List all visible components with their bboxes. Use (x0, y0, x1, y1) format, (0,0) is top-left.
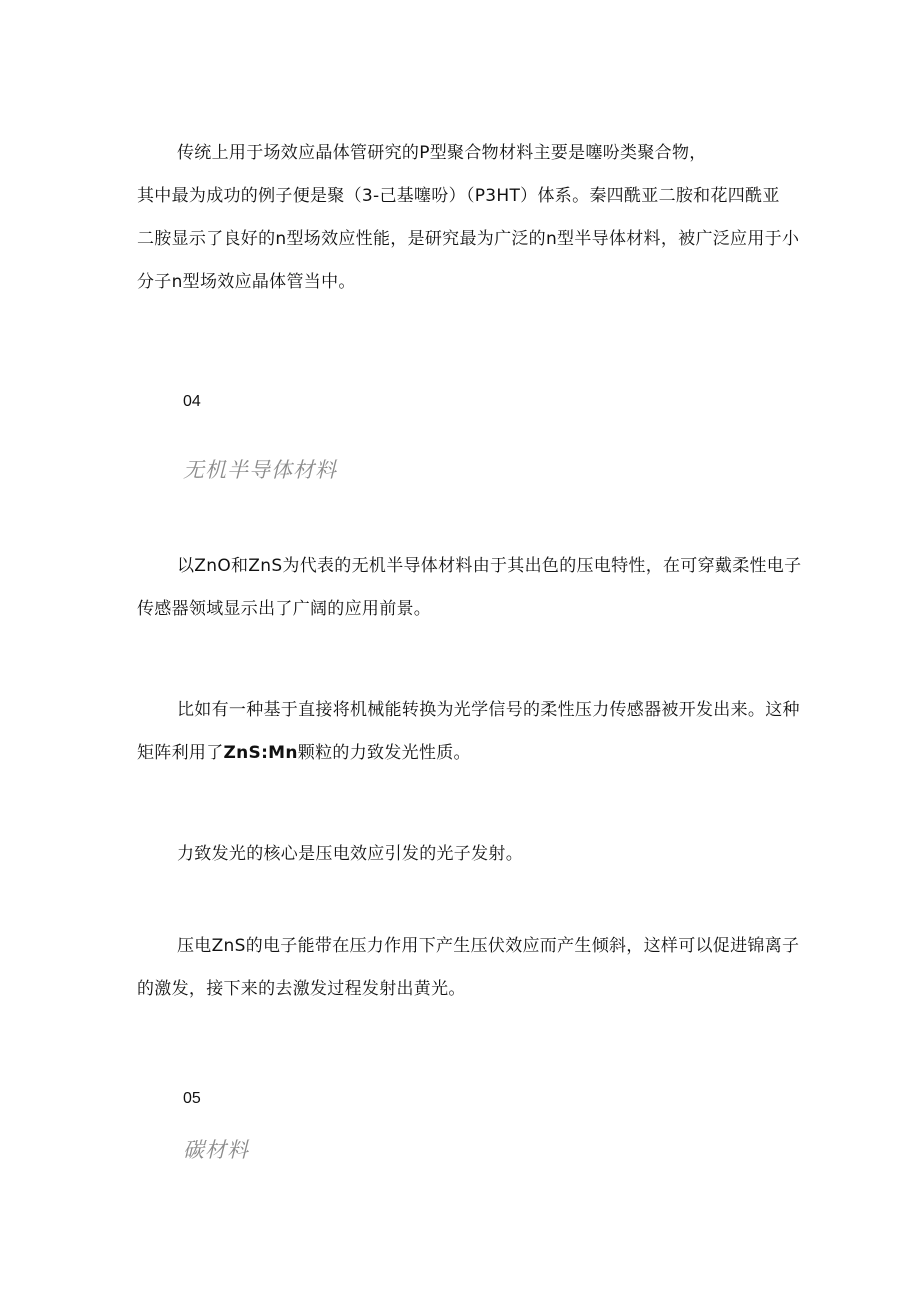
paragraph-pressure-sensor (137, 689, 800, 775)
paragraph-inorganic-intro (137, 545, 802, 631)
section-title: 碳材料 (183, 1138, 249, 1162)
paragraph-line (137, 732, 785, 775)
line-text: 颗粒的力致发光性质。 (297, 743, 471, 763)
paragraph-mechanoluminescence (137, 833, 785, 876)
line-text: 矩阵利用了 (137, 743, 224, 763)
section-number: 04 (183, 393, 201, 410)
paragraph-line: 传感器领域显示出了广阔的应用前景。 (137, 599, 432, 619)
section-title: 无机半导体材料 (183, 458, 337, 482)
paragraph-line: 其中最为成功的例子便是聚（3-己基噻吩）（P3HT）体系。秦四酰亚二胺和花四酰亚 (137, 186, 780, 206)
paragraph-line: 以ZnO和ZnS为代表的无机半导体材料由于其出色的压电特性，在可穿戴柔性电子 (177, 556, 802, 576)
paragraph-line: 分子n型场效应晶体管当中。 (137, 272, 356, 292)
paragraph-line: 的激发，接下来的去激发过程发射出黄光。 (137, 979, 466, 999)
paragraph-line: 压电ZnS的电子能带在压力作用下产生压伏效应而产生倾斜，这样可以促进锦离子 (177, 936, 800, 956)
paragraph-line: 传统上用于场效应晶体管研究的P型聚合物材料主要是噻吩类聚合物， (177, 143, 707, 163)
paragraph-piezo-zns (137, 925, 800, 1011)
bold-term: ZnS:Mn (223, 743, 298, 763)
section-number: 05 (183, 1090, 201, 1107)
paragraph-line: 二胺显示了良好的n型场效应性能，是研究最为广泛的n型半导体材料，被广泛应用于小 (137, 229, 800, 249)
paragraph-line: 比如有一种基于直接将机械能转换为光学信号的柔性压力传感器被开发出来。这种 (177, 700, 800, 720)
paragraph-line: 力致发光的核心是压电效应引发的光子发射。 (177, 844, 523, 864)
paragraph-organic-semiconductors (137, 132, 800, 304)
